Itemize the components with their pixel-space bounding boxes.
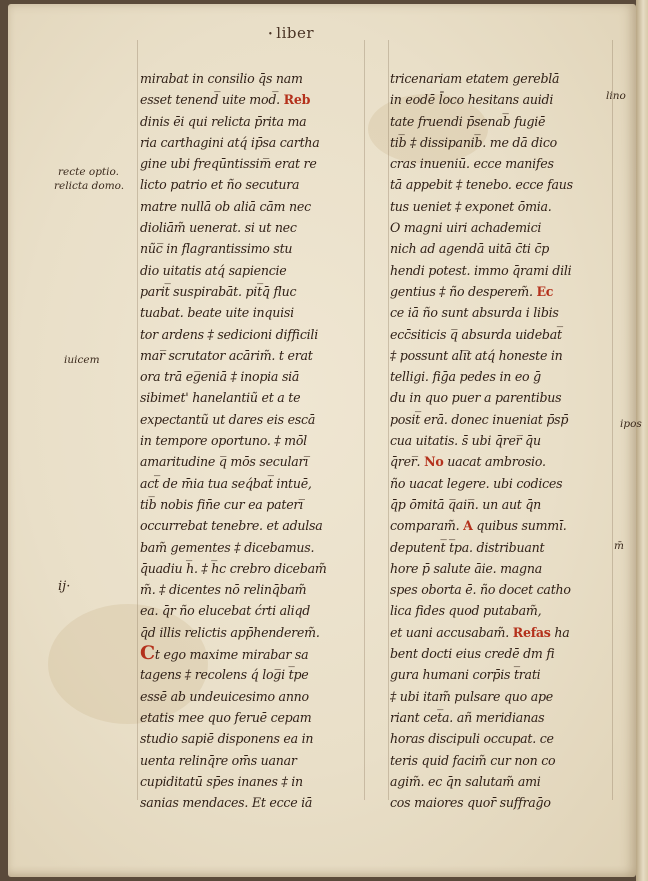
line-text: dioliām̃ uenerat. si ut nec (140, 220, 297, 236)
line-text: horas discipuli occupat. ce (390, 731, 554, 747)
text-line (140, 579, 366, 600)
text-line (140, 430, 366, 451)
line-text: et uani accusabam̃. (390, 624, 513, 640)
rubricated-initial: C (140, 643, 155, 665)
text-line (390, 409, 612, 430)
text-line (140, 409, 366, 430)
text-line (390, 579, 612, 600)
text-line (140, 260, 366, 281)
margin-gloss: relicta domo. (54, 180, 125, 192)
line-text: in eodē l̄oco hesitans auidi (390, 92, 554, 108)
text-line (140, 196, 366, 217)
line-text: matre nullā ob aliā cām nec (140, 198, 311, 214)
line-text: dio uitatis atq́ sapiencie (140, 262, 287, 278)
text-line (390, 238, 612, 259)
margin-gloss: ipos (620, 418, 642, 430)
line-text: occurrebat tenebre. et adulsa (140, 518, 323, 534)
text-line (390, 750, 612, 771)
rubric-text: Reb (283, 92, 311, 108)
text-line (390, 494, 612, 515)
line-text: lica fides quod putabam̃, (390, 603, 542, 619)
text-line (140, 324, 366, 345)
line-text: licto patrio et ño secutura (140, 177, 300, 193)
line-text: riant cet̅a. añ meridianas (390, 709, 545, 725)
line-text: parit̅ suspirabāt. pit̅q̄ fluc (140, 283, 297, 299)
line-text: ora trā eg̅eniā ‡ inopia siā (140, 369, 300, 385)
text-line (140, 153, 366, 174)
line-text-after: quibus summī. (472, 518, 567, 534)
text-line (140, 750, 366, 771)
text-line (140, 174, 366, 195)
text-line (390, 174, 612, 195)
line-text: telligi. fiḡa pedes in eo ḡ (390, 369, 541, 385)
line-text: ‡ possunt ali̅t atq́ honeste in (390, 347, 563, 363)
line-text: ño uacat legere. ubi codices (390, 475, 563, 491)
text-line (140, 89, 366, 110)
text-line (140, 345, 366, 366)
text-line (390, 686, 612, 707)
line-text: t ego maxime mirabar sa (154, 647, 309, 663)
running-head: • liber (268, 24, 315, 42)
line-text: ‡ ubi itam̃ pulsare quo ape (390, 688, 553, 704)
line-text: q̄uadiu h̅. ‡ h̅c crebro dicebam̃ (140, 560, 327, 576)
line-text: act̅ de m̄ia tua seq́bat̅ intuē, (140, 475, 312, 491)
text-line (140, 68, 366, 89)
line-text: tib̅ nobis fin̄e cur ea pateri̅ (140, 496, 303, 512)
line-text: deputent̅ t̅pa. distribuant (390, 539, 545, 555)
line-text: gentius ‡ ño desperem̃. (390, 283, 537, 299)
line-text: hore p̄ salute āie. magna (390, 560, 542, 576)
text-line (140, 238, 366, 259)
rubric-text: A (463, 518, 473, 534)
line-text: uenta relinq̄re om̄s uanar (140, 752, 297, 768)
text-line (390, 345, 612, 366)
text-line (140, 451, 366, 472)
margin-gloss: iuicem (64, 354, 100, 366)
text-line (390, 153, 612, 174)
text-line (390, 111, 612, 132)
text-line (140, 515, 366, 536)
text-line (390, 366, 612, 387)
line-text: ea. q̄r ño elucebat ćrti aliqd (140, 603, 311, 619)
ruling-line-left-outer (137, 40, 138, 800)
margin-gloss: m̄ (614, 540, 624, 552)
line-text: m̃. ‡ dicentes nō relinq̄bam̃ (140, 582, 307, 598)
text-line (390, 430, 612, 451)
line-text: tagens ‡ recolens q́ log̅i t̅pe (140, 667, 309, 683)
line-text: ce iā ño sunt absurda i libis (390, 305, 559, 321)
text-line (140, 771, 366, 792)
line-text: tor ardens ‡ sedicioni difficili (140, 326, 318, 342)
line-text: ria carthagini atq́ ip̄sa cartha (140, 134, 320, 150)
rubric-text: No (424, 454, 444, 470)
line-text: sibimet' hanelantiũ et a te (140, 390, 301, 406)
line-text: esset tenend̅ uite mod̅. (140, 92, 284, 108)
text-line (390, 387, 612, 408)
line-text: gine ubi freqūntissim̅ erat re (140, 156, 317, 172)
margin-gloss: lino (606, 90, 626, 102)
line-text: gura humani corp̄is t̅rati (390, 667, 541, 683)
line-text: spes oborta ē. ño docet catho (390, 582, 571, 598)
line-text: posit̅ erā. donec inueniat p̄sp̄ (390, 411, 569, 427)
line-text: etatis mee quo feruē cepam (140, 709, 312, 725)
text-line (390, 89, 612, 110)
line-text: O magni uiri achademici (390, 220, 542, 236)
line-text: cos maiores quor̄ suffraḡo (390, 795, 551, 811)
line-text: ecc̄siticis q̅ absurda uidebat̅ (390, 326, 562, 342)
line-text: sanias mendaces. Et ecce iā (140, 795, 313, 811)
line-text: bam̃ gementes ‡ dicebamus. (140, 539, 315, 555)
text-line (390, 302, 612, 323)
text-line (140, 664, 366, 685)
left-text-column (140, 68, 366, 813)
text-line (390, 771, 612, 792)
line-text: hendi potest. immo q̄rami dili (390, 262, 572, 278)
margin-gloss: recte optio. (58, 166, 119, 178)
line-text: nich ad agendā uitā c̄ti c̄p (390, 241, 550, 257)
text-line (140, 622, 366, 643)
line-text: teris quid facim̃ cur non co (390, 752, 556, 768)
line-text: q̄d illis relictis app̄henderem̃. (140, 624, 320, 640)
line-text-after: ha (550, 624, 570, 640)
line-text: expectantũ ut dares eis escā (140, 411, 316, 427)
text-line (390, 451, 612, 472)
line-text: bent docti eius credē dm fi (390, 646, 555, 662)
line-text: comparam̃. (390, 518, 464, 534)
text-line (140, 707, 366, 728)
ruling-line-right-outer (612, 40, 613, 800)
line-text: mirabat in consilio q̄s nam (140, 71, 303, 86)
line-text: studio sapiē disponens ea in (140, 731, 314, 747)
text-line (140, 387, 366, 408)
line-text: tā appebit ‡ tenebo. ecce faus (390, 177, 573, 193)
ruling-line-right-inner (388, 40, 389, 800)
text-line (390, 515, 612, 536)
line-text: tuabat. beate uite inquisi (140, 305, 294, 321)
line-text: q̄rer̅. (390, 454, 425, 470)
text-line (140, 302, 366, 323)
text-line (140, 792, 366, 813)
rubric-text: Refas (512, 624, 551, 640)
text-line (140, 217, 366, 238)
text-line (390, 643, 612, 664)
line-text: essē ab undeuicesimo anno (140, 688, 309, 704)
text-line (140, 537, 366, 558)
text-line (390, 132, 612, 153)
line-text: tib̅ ‡ dissipanib̅. me dā dico (390, 134, 557, 150)
text-line (390, 473, 612, 494)
text-line (390, 68, 612, 89)
text-line (390, 707, 612, 728)
text-line (390, 537, 612, 558)
line-text: dinis ēi qui relicta p̄rita ma (140, 113, 307, 129)
text-line (390, 281, 612, 302)
line-text: cua uitatis. s̄ ubi q̄rer̅ q̄u (390, 433, 541, 449)
text-line (140, 473, 366, 494)
text-line (140, 366, 366, 387)
line-text: amaritudine q̅ mōs seculari̅ (140, 454, 309, 470)
line-text: mar̅ scrutator acārim̃. t erat (140, 347, 313, 363)
line-text: in tempore oportuno. ‡ mōl (140, 433, 307, 449)
text-line (390, 324, 612, 345)
line-text: cras inueniū. ecce manifes (390, 156, 554, 172)
text-line (140, 686, 366, 707)
text-line (140, 728, 366, 749)
text-line (390, 622, 612, 643)
line-text: nũc̅ in flagrantissimo stu (140, 241, 293, 257)
text-line (390, 217, 612, 238)
text-line (390, 196, 612, 217)
text-line (140, 643, 366, 664)
line-text: q̄p ōmitā q̅ain̅. un aut q̄n (390, 496, 542, 512)
running-head-text: liber (276, 24, 315, 42)
next-page-edge (636, 0, 648, 881)
text-line (390, 792, 612, 813)
line-text-after: uacat ambrosio. (443, 454, 546, 470)
text-line (140, 132, 366, 153)
line-text: tricenariam etatem gereblā (390, 71, 560, 86)
line-text: agim̃. ec q̄n salutam̃ ami (390, 773, 541, 789)
text-line (140, 494, 366, 515)
text-line (390, 664, 612, 685)
text-line (390, 260, 612, 281)
margin-gloss: ij· (58, 579, 71, 594)
text-line (390, 600, 612, 621)
line-text: tate fruendi p̄senab̅ fugiē (390, 113, 546, 129)
text-line (140, 111, 366, 132)
line-text: cupiditatū sp̄es inanes ‡ in (140, 773, 303, 789)
line-text: tus ueniet ‡ exponet ōmia. (390, 198, 552, 214)
text-line (140, 600, 366, 621)
line-text: du in quo puer a parentibus (390, 390, 562, 406)
right-text-column (390, 68, 612, 813)
text-line (390, 558, 612, 579)
text-line (390, 728, 612, 749)
text-line (140, 558, 366, 579)
rubric-text: Ec (536, 283, 554, 299)
text-line (140, 281, 366, 302)
